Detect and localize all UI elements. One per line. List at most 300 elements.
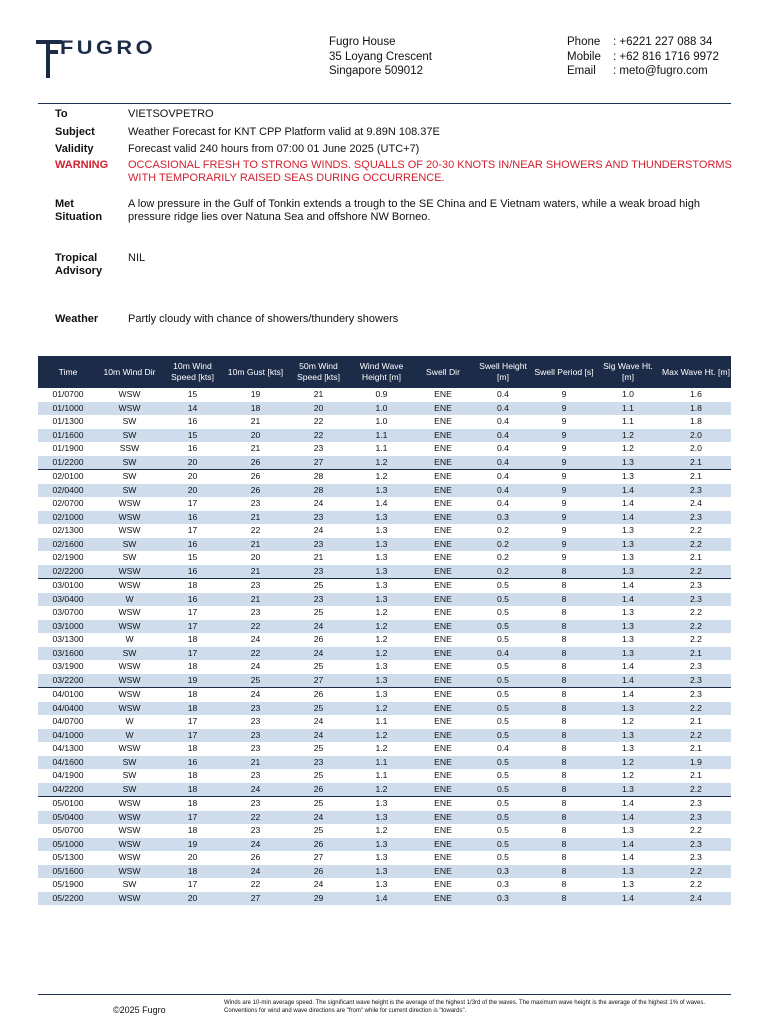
table-cell: 0.9	[375, 389, 388, 399]
table-cell: ENE	[413, 729, 473, 743]
table-cell: 0.4	[497, 389, 509, 399]
table-cell: 9	[533, 429, 595, 443]
table-cell: 1.2	[375, 634, 388, 644]
table-cell: 17	[187, 716, 198, 726]
table-cell: 26	[224, 456, 287, 470]
table-cell: ENE	[413, 579, 473, 593]
table-cell: ENE	[413, 647, 473, 661]
table-cell: 1.4	[595, 511, 661, 525]
table-cell: 26	[224, 470, 287, 484]
table-cell: 0.5	[473, 729, 533, 743]
table-cell: 02/0100	[38, 470, 98, 484]
table-cell: 9	[533, 538, 595, 552]
table-cell: 2.2	[690, 825, 702, 835]
table-cell: 9	[533, 511, 595, 525]
table-cell: ENE	[434, 607, 452, 617]
table-cell: 2.3	[661, 484, 731, 498]
contact-label: Phone	[567, 36, 601, 48]
table-cell: 18	[161, 865, 224, 879]
table-cell: ENE	[413, 674, 473, 688]
table-cell: 02/0700	[52, 498, 84, 508]
table-cell: 0.3	[473, 865, 533, 879]
table-row	[38, 551, 731, 565]
table-cell: 1.8	[661, 402, 731, 416]
table-cell: 20	[187, 852, 198, 862]
table-cell: 05/0400	[38, 811, 98, 825]
meta-label: Weather	[55, 312, 99, 325]
table-cell: 1.2	[350, 647, 413, 661]
table-cell: 8	[533, 579, 595, 593]
table-cell: 0.5	[473, 811, 533, 825]
table-cell: 24	[224, 865, 287, 879]
table-cell: 2.2	[661, 565, 731, 579]
table-cell: 25	[313, 607, 324, 617]
contact-block	[567, 35, 719, 79]
table-cell: 05/0100	[38, 797, 98, 811]
table-cell: ENE	[413, 688, 473, 702]
table-row	[38, 484, 731, 498]
column-header: Wind Wave Height [m]	[350, 356, 413, 388]
table-cell: 2.3	[661, 688, 731, 702]
table-cell: 1.1	[350, 756, 413, 770]
table-cell: 8	[561, 716, 567, 726]
table-cell: 27	[287, 456, 350, 470]
table-cell: ENE	[434, 716, 452, 726]
meta-label-line: Situation	[55, 211, 103, 223]
table-cell: 2.2	[661, 865, 731, 879]
table-row	[38, 797, 731, 811]
table-cell: ENE	[413, 797, 473, 811]
table-cell: WSW	[98, 511, 161, 525]
table-cell: 21	[224, 511, 287, 525]
column-header: 10m Wind Speed [kts]	[161, 356, 224, 388]
table-cell: 17	[187, 525, 198, 535]
table-cell: 23	[313, 443, 324, 453]
table-cell: 1.2	[350, 783, 413, 797]
table-cell: 1.1	[622, 416, 634, 426]
table-cell: 26	[287, 783, 350, 797]
table-cell: 24	[287, 729, 350, 743]
table-row	[38, 674, 731, 688]
table-cell: SW	[98, 647, 161, 661]
table-cell: 1.1	[595, 402, 661, 416]
table-cell: 8	[561, 825, 567, 835]
table-cell: 0.5	[473, 593, 533, 607]
table-cell: 8	[533, 756, 595, 770]
table-cell: ENE	[434, 443, 452, 453]
table-cell: 2.2	[690, 879, 702, 889]
table-cell: 04/1000	[38, 729, 98, 743]
table-cell: 1.3	[350, 511, 413, 525]
table-cell: 0.3	[473, 892, 533, 906]
table-cell: 03/0100	[38, 579, 98, 593]
table-cell: 0.4	[473, 470, 533, 484]
table-cell: W	[98, 729, 161, 743]
column-header: 50m Wind Speed [kts]	[287, 356, 350, 388]
table-cell: ENE	[434, 552, 452, 562]
meta-value: NIL	[128, 251, 146, 264]
table-cell: ENE	[413, 429, 473, 443]
table-cell: 04/0100	[38, 688, 98, 702]
table-cell: 8	[533, 865, 595, 879]
table-cell: 1.6	[690, 389, 702, 399]
table-cell: 24	[313, 716, 324, 726]
table-cell: ENE	[413, 456, 473, 470]
table-cell: 9	[561, 389, 567, 399]
table-cell: 1.2	[350, 702, 413, 716]
table-cell: 1.2	[350, 470, 413, 484]
table-cell: 05/1900	[52, 879, 84, 889]
table-cell: 1.2	[350, 456, 413, 470]
table-cell: 1.4	[375, 498, 388, 508]
table-cell: ENE	[434, 498, 452, 508]
address-block	[329, 35, 432, 79]
table-cell: 25	[224, 674, 287, 688]
table-cell: 1.3	[622, 743, 634, 753]
table-cell: 2.3	[661, 593, 731, 607]
table-cell: W	[125, 634, 134, 644]
table-cell: ENE	[413, 511, 473, 525]
address-line: Singapore 509012	[329, 65, 423, 77]
table-cell: 0.2	[473, 538, 533, 552]
table-cell: ENE	[413, 811, 473, 825]
table-cell: 0.4	[497, 498, 509, 508]
table-cell: 1.4	[595, 674, 661, 688]
table-cell: 8	[533, 620, 595, 634]
table-cell: 1.3	[350, 565, 413, 579]
table-row	[38, 688, 731, 702]
table-cell: 8	[533, 892, 595, 906]
table-cell: 1.3	[350, 865, 413, 879]
table-cell: WSW	[98, 797, 161, 811]
table-cell: 25	[313, 770, 324, 780]
column-header: Swell Period [s]	[533, 356, 595, 388]
meta-label-line: Tropical	[55, 251, 98, 264]
table-cell: 25	[313, 661, 324, 671]
fugro-logo	[36, 34, 158, 78]
table-cell: 27	[313, 852, 324, 862]
table-row	[38, 402, 731, 416]
table-cell: 24	[313, 525, 324, 535]
table-cell: WSW	[118, 525, 141, 535]
table-cell: 03/1900	[52, 661, 84, 671]
table-cell: ENE	[434, 825, 452, 835]
table-cell: 02/1600	[38, 538, 98, 552]
table-cell: WSW	[98, 620, 161, 634]
table-cell: ENE	[413, 484, 473, 498]
table-cell: 8	[533, 702, 595, 716]
table-cell: 22	[224, 811, 287, 825]
table-cell: 9	[561, 525, 567, 535]
table-cell: 1.3	[350, 811, 413, 825]
table-cell: SW	[98, 484, 161, 498]
table-cell: 26	[287, 688, 350, 702]
table-cell: 24	[287, 647, 350, 661]
table-cell: 01/1300	[52, 416, 84, 426]
table-row	[38, 633, 731, 647]
table-row	[38, 824, 731, 838]
table-cell: 8	[561, 634, 567, 644]
column-header: 10m Gust [kts]	[224, 356, 287, 388]
table-cell: 1.3	[622, 552, 634, 562]
table-cell: 19	[250, 389, 261, 399]
table-cell: 24	[224, 688, 287, 702]
table-cell: 1.2	[622, 443, 634, 453]
table-cell: 0.5	[473, 674, 533, 688]
table-cell: 2.2	[661, 729, 731, 743]
table-cell: 0.5	[473, 688, 533, 702]
meta-label: To	[55, 108, 68, 120]
table-cell: 1.8	[690, 416, 702, 426]
table-cell: 8	[561, 661, 567, 671]
table-cell: WSW	[118, 852, 141, 862]
table-cell: ENE	[413, 892, 473, 906]
table-cell: 2.1	[690, 743, 702, 753]
table-cell: 23	[250, 498, 261, 508]
table-cell: 1.3	[350, 797, 413, 811]
meta-label	[55, 252, 128, 279]
table-cell: 22	[287, 429, 350, 443]
table-cell: 17	[187, 498, 198, 508]
table-cell: 2.2	[661, 702, 731, 716]
table-cell: 23	[250, 770, 261, 780]
table-cell: 1.1	[350, 429, 413, 443]
table-cell: 1.1	[375, 443, 388, 453]
table-cell: 15	[187, 389, 198, 399]
meta-label	[55, 198, 128, 225]
table-row	[38, 620, 731, 634]
table-cell: 0.5	[473, 579, 533, 593]
table-cell: 01/1000	[38, 402, 98, 416]
table-cell: 16	[161, 593, 224, 607]
address-line: 35 Loyang Crescent	[329, 50, 432, 63]
table-cell: 8	[561, 743, 567, 753]
table-cell: 04/1300	[52, 743, 84, 753]
table-cell: 02/1000	[38, 511, 98, 525]
table-cell: 17	[187, 879, 198, 889]
table-cell: 2.0	[661, 429, 731, 443]
table-cell: WSW	[118, 743, 141, 753]
table-cell: 01/1600	[38, 429, 98, 443]
table-cell: 21	[224, 756, 287, 770]
table-cell: 05/1600	[38, 865, 98, 879]
table-cell: 01/0700	[52, 389, 84, 399]
table-cell: ENE	[413, 593, 473, 607]
table-cell: 20	[161, 484, 224, 498]
table-cell: SW	[98, 456, 161, 470]
table-cell: 05/1300	[52, 852, 84, 862]
table-cell: 17	[161, 647, 224, 661]
table-cell: 1.2	[375, 825, 388, 835]
table-cell: 03/1600	[38, 647, 98, 661]
table-cell: 1.4	[595, 593, 661, 607]
table-cell: 1.4	[622, 852, 634, 862]
logo-wordmark: FUGRO	[60, 38, 156, 59]
table-cell: 0.4	[473, 402, 533, 416]
table-cell: 1.2	[375, 607, 388, 617]
table-row	[38, 456, 731, 470]
table-cell: SW	[122, 416, 137, 426]
table-row	[38, 442, 731, 456]
meta-label: Validity	[55, 143, 94, 155]
table-body	[38, 388, 731, 905]
table-cell: SW	[98, 783, 161, 797]
column-header: Max Wave Ht. [m]	[661, 356, 731, 388]
table-cell: WSW	[98, 702, 161, 716]
table-row	[38, 511, 731, 525]
table-cell: 18	[161, 688, 224, 702]
table-row	[38, 783, 731, 797]
table-cell: 0.5	[497, 661, 509, 671]
table-cell: 16	[161, 511, 224, 525]
meta-value: A low pressure in the Gulf of Tonkin extends a trough to the SE China and E Vietnam waters, while a weak broad high pressure ridge lies over Natuna Sea and offshore NW Borneo.	[128, 197, 700, 223]
table-cell: WSW	[98, 865, 161, 879]
address-line: Fugro House	[329, 36, 396, 48]
table-row	[38, 606, 731, 620]
table-cell: 23	[224, 579, 287, 593]
table-row	[38, 593, 731, 607]
warning-label: WARNING	[55, 158, 109, 171]
table-row	[38, 851, 731, 865]
table-cell: WSW	[98, 402, 161, 416]
table-cell: 9	[533, 484, 595, 498]
table-cell: 9	[533, 456, 595, 470]
table-cell: 0.5	[473, 783, 533, 797]
column-header: Sig Wave Ht. [m]	[595, 356, 661, 388]
table-cell: 0.5	[473, 797, 533, 811]
column-header: Swell Height [m]	[473, 356, 533, 388]
table-cell: 04/0400	[38, 702, 98, 716]
table-cell: 1.4	[595, 892, 661, 906]
table-cell: 1.3	[622, 879, 634, 889]
table-cell: 25	[287, 702, 350, 716]
table-cell: 8	[561, 770, 567, 780]
footer-note: Winds are 10-min average speed. The significant wave height is the average of the highest 1/3rd of the waves. The maximum wave height is the average of the highest 1% of waves. Conventions for wind and wave directions are "from" while for current direction is "towards".	[224, 1000, 706, 1014]
table-cell: SSW	[119, 443, 140, 453]
copyright: ©2025 Fugro	[113, 1005, 166, 1015]
table-cell: 20	[287, 402, 350, 416]
table-cell: ENE	[413, 865, 473, 879]
table-row	[38, 538, 731, 552]
table-cell: 24	[287, 620, 350, 634]
table-cell: 8	[561, 607, 567, 617]
table-cell: 24	[287, 811, 350, 825]
table-cell: 2.3	[661, 797, 731, 811]
table-cell: 2.1	[661, 456, 731, 470]
table-cell: 23	[224, 702, 287, 716]
table-cell: 1.3	[622, 634, 634, 644]
table-cell: 26	[250, 852, 261, 862]
meta-label-line: Met	[55, 197, 74, 210]
table-cell: ENE	[413, 783, 473, 797]
table-cell: 20	[250, 552, 261, 562]
table-cell: 1.3	[375, 852, 388, 862]
table-cell: 15	[161, 429, 224, 443]
table-cell: ENE	[434, 661, 452, 671]
contact-label: Mobile	[567, 50, 601, 63]
contact-email	[567, 64, 719, 79]
table-cell: 20	[224, 429, 287, 443]
meta-label: Subject	[55, 125, 95, 138]
table-cell: 8	[533, 565, 595, 579]
table-cell: 05/0700	[52, 825, 84, 835]
table-cell: 24	[250, 661, 261, 671]
table-cell: 2.2	[690, 525, 702, 535]
table-cell: 03/2200	[38, 674, 98, 688]
table-cell: 1.1	[375, 716, 388, 726]
table-cell: 22	[250, 879, 261, 889]
table-cell: 02/1900	[52, 552, 84, 562]
table-cell: SW	[98, 756, 161, 770]
table-cell: ENE	[434, 852, 452, 862]
table-cell: 8	[533, 797, 595, 811]
meta-tropical-advisory	[55, 252, 735, 279]
meta-value: Forecast valid 240 hours from 07:00 01 June 2025 (UTC+7)	[128, 143, 420, 155]
table-cell: 0.5	[497, 634, 509, 644]
table-row	[38, 579, 731, 593]
table-cell: 8	[533, 688, 595, 702]
table-cell: 22	[250, 525, 261, 535]
table-cell: 25	[287, 797, 350, 811]
table-cell: 18	[161, 579, 224, 593]
table-cell: 1.3	[375, 525, 388, 535]
table-cell: W	[98, 593, 161, 607]
table-cell: 23	[250, 825, 261, 835]
table-row	[38, 429, 731, 443]
table-cell: 14	[161, 402, 224, 416]
table-cell: 8	[533, 647, 595, 661]
table-cell: 1.4	[622, 661, 634, 671]
table-cell: 1.3	[622, 607, 634, 617]
table-cell: ENE	[434, 416, 452, 426]
meta-subject	[55, 126, 735, 140]
table-cell: 1.3	[350, 538, 413, 552]
table-cell: ENE	[413, 838, 473, 852]
table-cell: 2.1	[690, 552, 702, 562]
table-cell: 0.4	[473, 484, 533, 498]
table-cell: 1.2	[595, 756, 661, 770]
table-cell: 18	[161, 783, 224, 797]
table-cell: 20	[161, 892, 224, 906]
table-cell: WSW	[98, 892, 161, 906]
table-cell: 05/1000	[38, 838, 98, 852]
table-cell: 03/0400	[38, 593, 98, 607]
table-cell: 18	[187, 743, 198, 753]
table-cell: 15	[187, 552, 198, 562]
table-cell: 26	[287, 865, 350, 879]
table-cell: ENE	[434, 770, 452, 780]
table-cell: SW	[98, 470, 161, 484]
table-cell: 1.0	[350, 402, 413, 416]
table-cell: 8	[561, 852, 567, 862]
table-cell: 0.5	[497, 716, 509, 726]
table-cell: 03/1300	[52, 634, 84, 644]
table-cell: WSW	[118, 607, 141, 617]
table-cell: 1.3	[595, 565, 661, 579]
column-header: Swell Dir	[413, 356, 473, 388]
contact-value[interactable]: : meto@fugro.com	[613, 65, 708, 77]
table-cell: 24	[224, 838, 287, 852]
table-cell: 25	[313, 743, 324, 753]
table-cell: WSW	[118, 498, 141, 508]
table-cell: 24	[313, 498, 324, 508]
table-cell: ENE	[434, 525, 452, 535]
table-cell: 24	[224, 783, 287, 797]
table-cell: 25	[287, 579, 350, 593]
table-cell: 05/2200	[38, 892, 98, 906]
table-cell: 1.3	[350, 593, 413, 607]
table-cell: 27	[224, 892, 287, 906]
